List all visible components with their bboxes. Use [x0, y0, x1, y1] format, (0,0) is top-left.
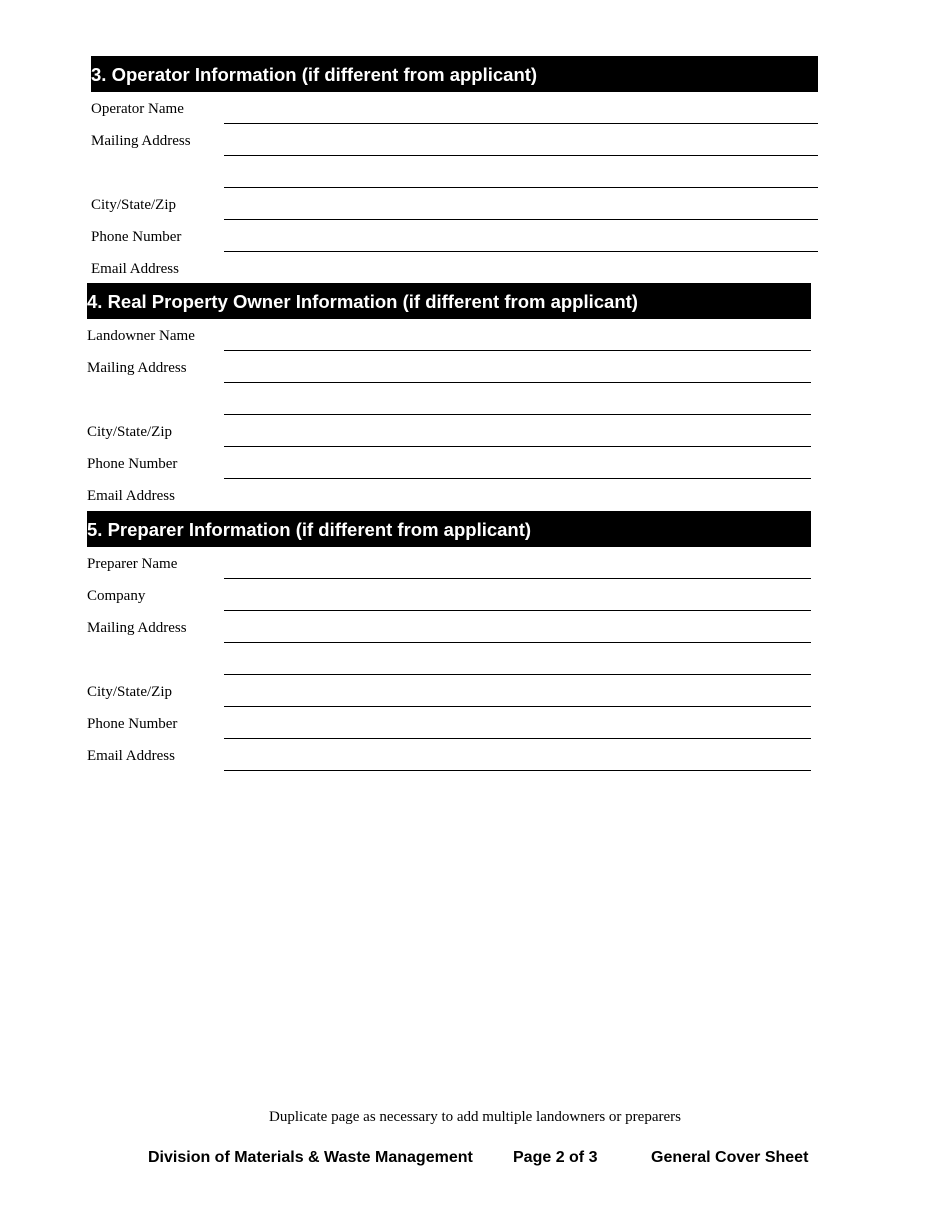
form-row: [87, 319, 811, 351]
field-label: Mailing Address: [87, 360, 187, 376]
form-row: [87, 383, 811, 415]
operator-information-section: [91, 56, 818, 284]
field-label: Landowner Name: [87, 328, 195, 344]
form-row: [87, 579, 811, 611]
form-row: [91, 188, 818, 220]
section-header: 3. Operator Information (if different from applicant): [91, 56, 818, 92]
footer-document-title: General Cover Sheet: [651, 1149, 809, 1166]
field-label: Phone Number: [91, 229, 182, 245]
form-row: [91, 124, 818, 156]
form-row: [87, 479, 811, 511]
field-label: Email Address: [87, 748, 175, 764]
field-label: City/State/Zip: [91, 197, 176, 213]
form-row: [87, 675, 811, 707]
form-row: [87, 707, 811, 739]
real-property-owner-section: [87, 283, 811, 511]
form-row: [87, 351, 811, 383]
field-label: Phone Number: [87, 456, 178, 472]
form-row: [91, 92, 818, 124]
field-label: Email Address: [91, 261, 179, 277]
form-row: [87, 415, 811, 447]
field-label: Mailing Address: [87, 620, 187, 636]
section-header: 5. Preparer Information (if different from applicant): [87, 511, 811, 547]
footer-page-number: Page 2 of 3: [513, 1149, 598, 1166]
form-row: [91, 220, 818, 252]
form-row: [91, 156, 818, 188]
field-label: Phone Number: [87, 716, 178, 732]
field-label: Mailing Address: [91, 133, 191, 149]
field-label: City/State/Zip: [87, 684, 172, 700]
field-label: City/State/Zip: [87, 424, 172, 440]
field-label: Company: [87, 588, 146, 604]
preparer-information-section: [87, 511, 811, 771]
form-row: [87, 447, 811, 479]
form-row: [87, 739, 811, 771]
email-address-input-line[interactable]: [224, 770, 811, 771]
form-row: [87, 643, 811, 675]
footer-division: Division of Materials & Waste Management: [148, 1149, 473, 1166]
field-label: Email Address: [87, 488, 175, 504]
section-header: 4. Real Property Owner Information (if different from applicant): [87, 283, 811, 319]
field-label: Preparer Name: [87, 556, 178, 572]
duplicate-page-note: Duplicate page as necessary to add multiple landowners or preparers: [269, 1109, 681, 1125]
form-row: [87, 547, 811, 579]
field-label: Operator Name: [91, 101, 184, 117]
form-row: [91, 252, 818, 284]
form-row: [87, 611, 811, 643]
